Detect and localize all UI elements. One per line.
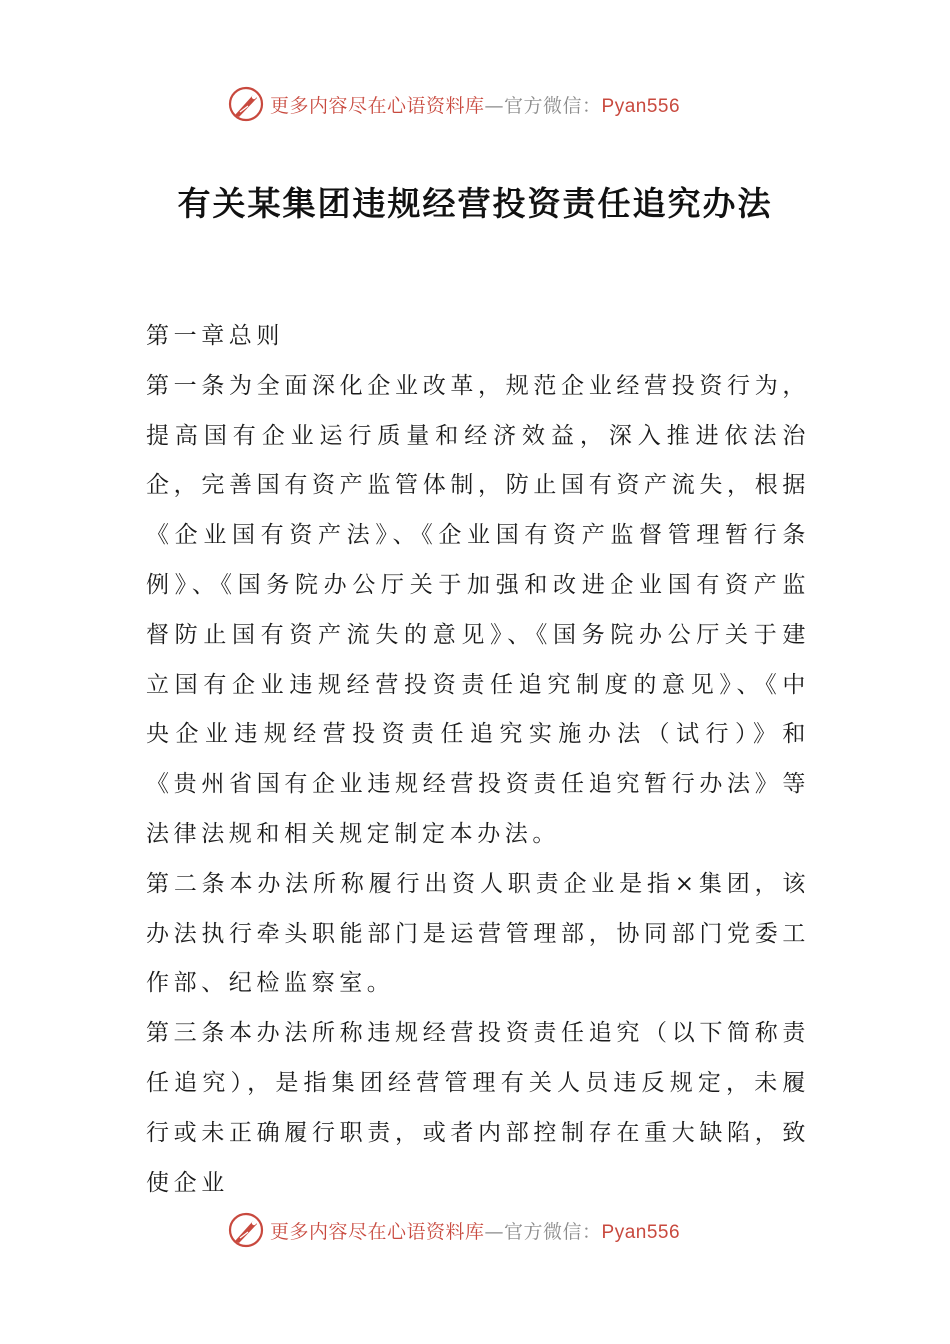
document-title: 有关某集团违规经营投资责任追究办法 xyxy=(177,184,773,223)
watermark-brand-text: 更多内容尽在心语资料库 xyxy=(270,94,485,117)
watermark-banner-top xyxy=(228,86,680,122)
watermark-dash: — xyxy=(484,1220,505,1243)
article-3: 第三条本办法所称违规经营投资责任追究（以下简称责任追究），是指集团经营管理有关人员违反规定，未履行或未正确履行职责，或者内部控制存在重大缺陷，致使企业 xyxy=(146,1020,810,1196)
document-body xyxy=(146,312,810,1208)
quill-logo-icon xyxy=(228,86,264,122)
chapter-heading: 第一章总则 xyxy=(146,323,284,349)
article-1: 第一条为全面深化企业改革，规范企业经营投资行为，提高国有企业运行质量和经济效益，深入推进依法治企，完善国有资产监管体制，防止国有资产流失，根据《企业国有资产法》、《企业国有资产监督管理暂行条例》、《国务院办公厅关于加强和改进企业国有资产监督防止国有资产流失的意见》、《国务院办公厅关于建立国有企业违规经营投资责任追究制度的意见》、《中央企业违规经营投资责任追究实施办法（试行）》和《贵州省国有企业违规经营投资责任追究暂行办法》等法律法规和相关规定制定本办法。 xyxy=(146,372,810,847)
watermark-wechat-id: Pyan556 xyxy=(601,1221,681,1243)
watermark-banner-bottom xyxy=(228,1212,680,1248)
article-2: 第二条本办法所称履行出资人职责企业是指×集团，该办法执行牵头职能部门是运营管理部，协同部门党委工作部、纪检监察室。 xyxy=(146,870,810,997)
watermark-dash: — xyxy=(484,94,505,117)
quill-logo-icon xyxy=(228,1212,264,1248)
watermark-brand-text: 更多内容尽在心语资料库 xyxy=(270,1220,485,1243)
watermark-wechat-label: 官方微信： xyxy=(504,1220,602,1243)
watermark-wechat-id: Pyan556 xyxy=(601,95,681,117)
watermark-wechat-label: 官方微信： xyxy=(504,94,602,117)
